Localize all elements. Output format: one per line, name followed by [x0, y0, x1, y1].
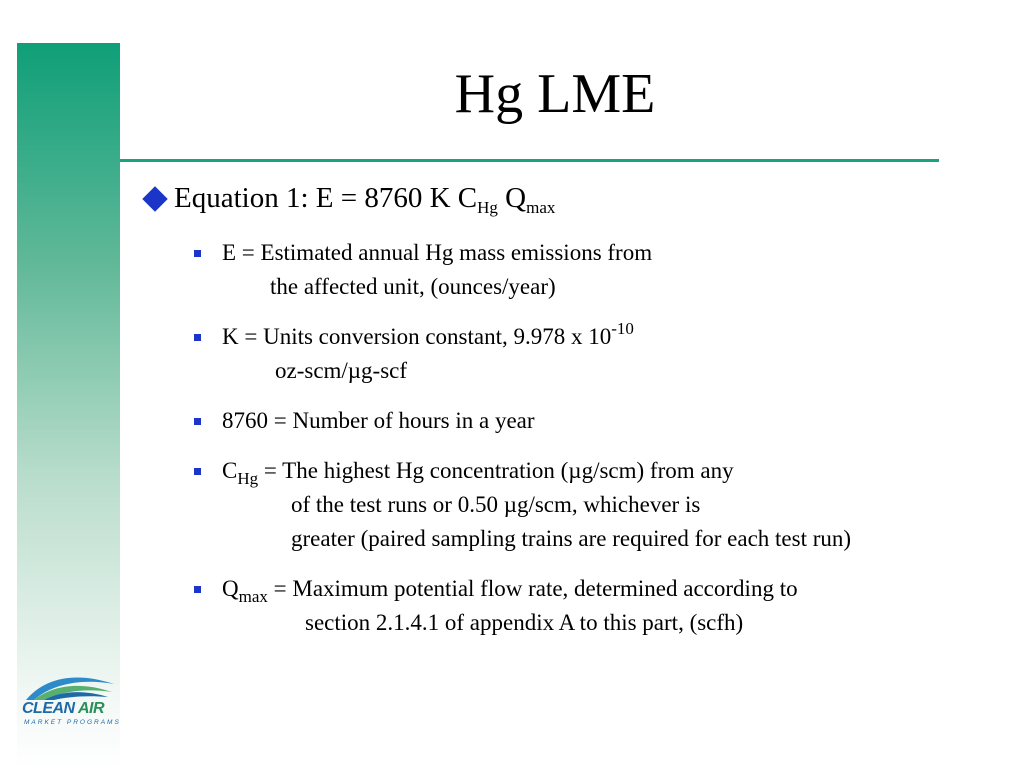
equation-bullet: [143, 176, 555, 220]
definition-chg-text: = The highest Hg concentration (µg/scm) from any: [258, 458, 734, 483]
definition-k: [193, 320, 1003, 388]
definition-chg-symbol: C: [222, 458, 238, 483]
definition-chg-line2: of the test runs or 0.50 µg/scm, whichever is: [291, 492, 701, 517]
equation-text: Equation 1: E = 8760 K C: [174, 182, 478, 214]
equation-q-subscript: max: [526, 198, 556, 217]
diamond-bullet-icon: [142, 187, 167, 212]
definition-qmax-line2: section 2.1.4.1 of appendix A to this part, (scfh): [305, 610, 744, 635]
title-divider: [120, 159, 939, 162]
definition-e: [193, 236, 1003, 304]
definition-8760: [193, 404, 1003, 438]
slide-title: Hg LME: [454, 63, 656, 125]
logo-word-clean: CLEAN: [22, 700, 75, 717]
definition-k-exponent: -10: [611, 319, 634, 338]
definition-8760-line1: 8760 = Number of hours in a year: [222, 408, 535, 433]
definition-chg-subscript: Hg: [237, 469, 259, 488]
equation-q: Q: [497, 182, 527, 214]
definition-list: [193, 236, 1003, 656]
definition-chg-line3: greater (paired sampling trains are required for each test run): [291, 526, 852, 551]
definition-qmax-line1: [222, 572, 1003, 606]
square-bullet-icon: [194, 418, 201, 425]
equation-c-subscript: Hg: [477, 198, 498, 217]
definition-chg-line1: [222, 454, 1003, 488]
definition-qmax: [193, 572, 1003, 640]
definition-qmax-symbol: Q: [222, 576, 239, 601]
square-bullet-icon: [194, 586, 201, 593]
side-gradient-bar: [17, 43, 120, 768]
clean-air-logo: [20, 670, 121, 730]
definition-k-text: K = Units conversion constant, 9.978 x 10: [222, 324, 612, 349]
logo-word-air: AIR: [77, 700, 105, 717]
definition-qmax-subscript: max: [238, 587, 268, 606]
definition-qmax-text: = Maximum potential flow rate, determined according to: [267, 576, 798, 601]
square-bullet-icon: [194, 334, 201, 341]
definition-k-line1: [222, 320, 1003, 354]
definition-k-line2: oz-scm/µg-scf: [275, 358, 408, 383]
definition-e-line2: the affected unit, (ounces/year): [270, 274, 556, 299]
definition-e-line1: E = Estimated annual Hg mass emissions from: [222, 240, 653, 265]
wave-logo-icon: [20, 670, 116, 702]
square-bullet-icon: [194, 468, 201, 475]
logo-wordmark: [22, 700, 104, 718]
logo-tagline: MARKET PROGRAMS: [24, 719, 121, 726]
definition-chg: [193, 454, 1003, 556]
square-bullet-icon: [194, 250, 201, 257]
